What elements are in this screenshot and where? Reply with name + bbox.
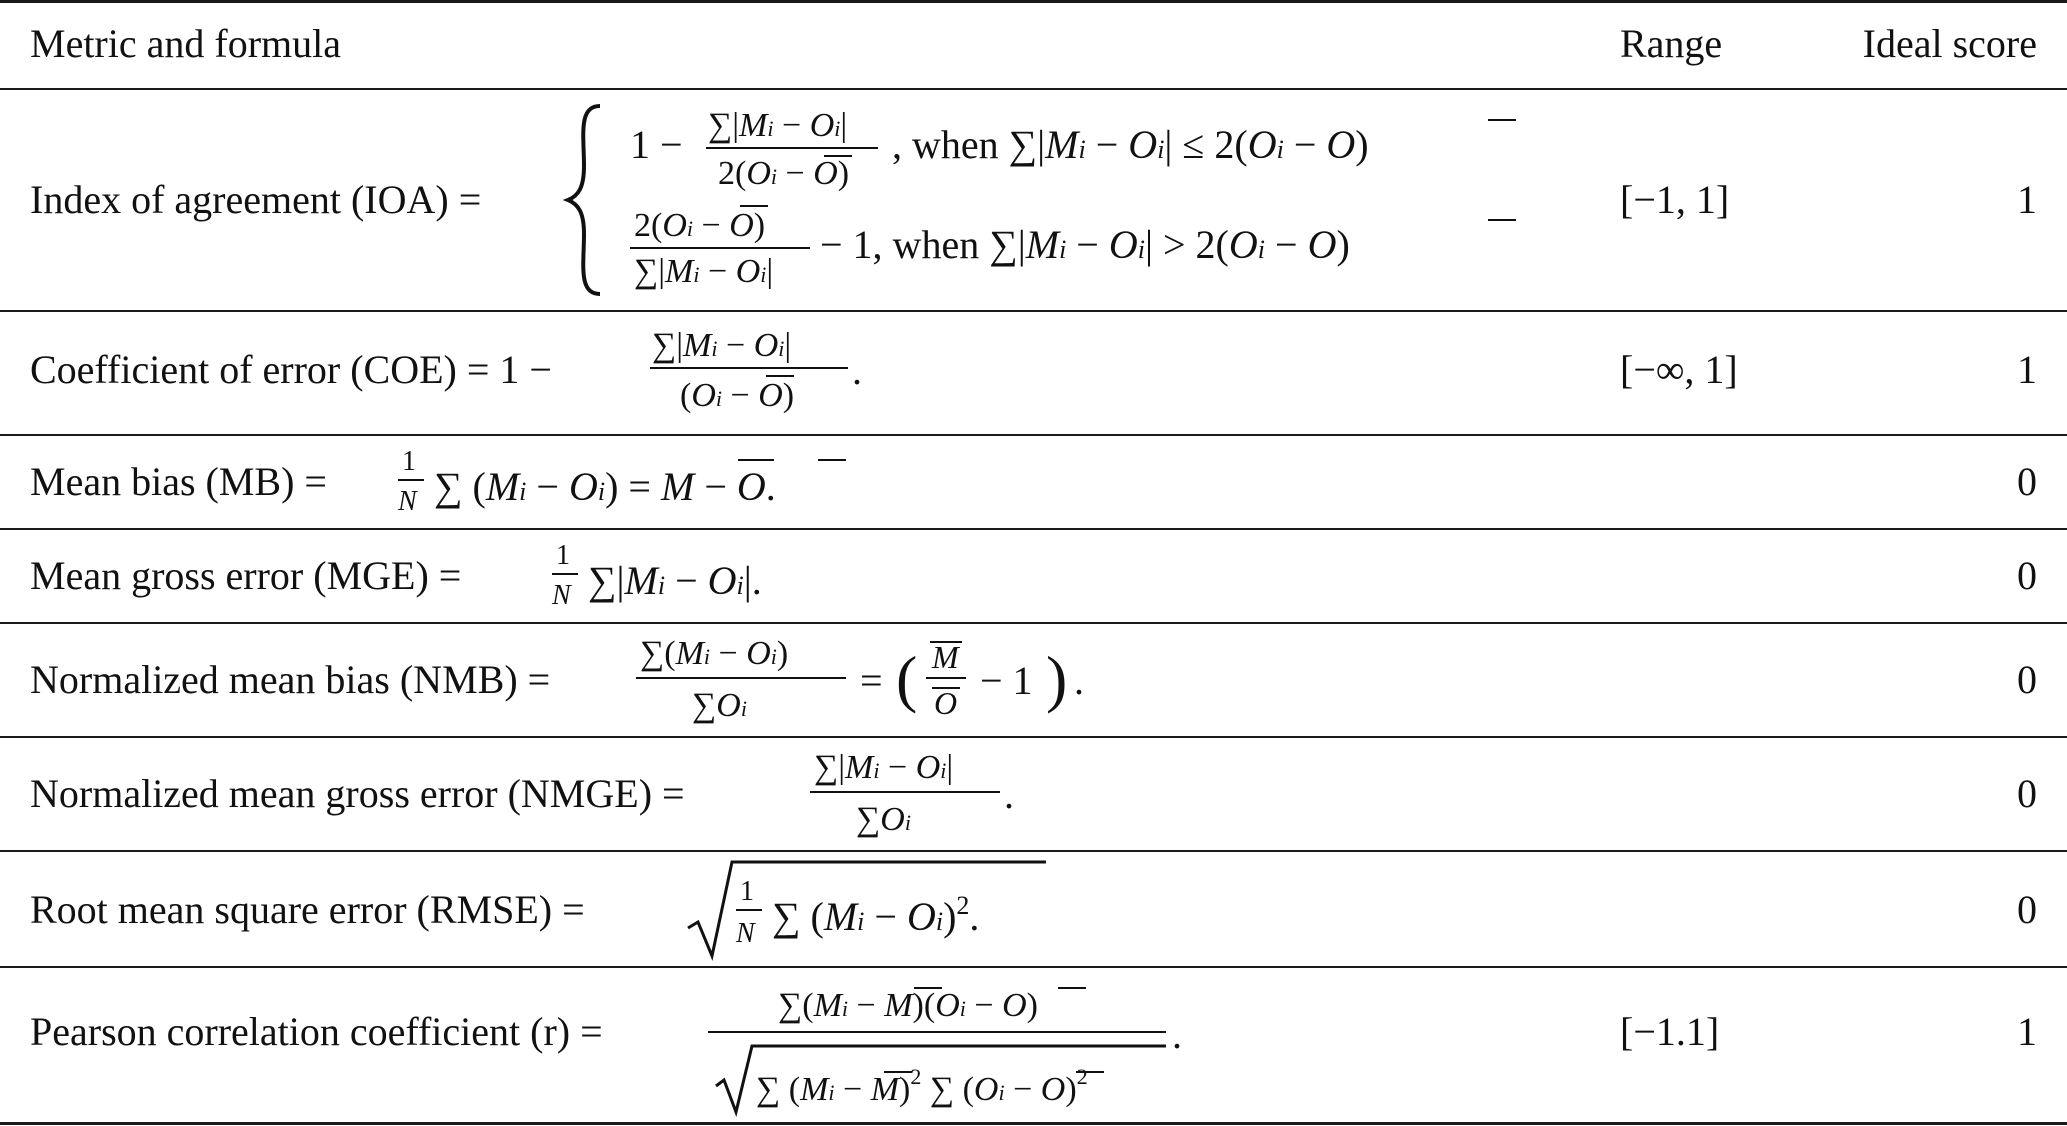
svg-text:− 1: − 1 bbox=[980, 658, 1033, 703]
svg-text:∑ (Mi − Oi) = M − O.: ∑ (Mi − Oi) = M − O. bbox=[434, 464, 776, 509]
row-rule bbox=[0, 528, 2067, 530]
header-range: Range bbox=[1620, 21, 1723, 66]
svg-text:∑|Mi − Oi|: ∑|Mi − Oi| bbox=[814, 749, 954, 786]
svg-text:(Oi − O): (Oi − O) bbox=[680, 377, 795, 414]
mge-formula bbox=[552, 534, 872, 618]
svg-text:∑|Mi − Oi|: ∑|Mi − Oi| bbox=[708, 107, 848, 144]
row-rule bbox=[0, 736, 2067, 738]
svg-text:.: . bbox=[1004, 772, 1014, 817]
row-rule bbox=[0, 434, 2067, 436]
header-metric: Metric and formula bbox=[30, 21, 341, 66]
metric-name: Index of agreement (IOA) = bbox=[30, 177, 482, 222]
svg-text:∑(Mi − Oi): ∑(Mi − Oi) bbox=[640, 635, 789, 672]
svg-text:∑Oi: ∑Oi bbox=[856, 801, 911, 838]
metric-name: Coefficient of error (COE) = 1 − bbox=[30, 347, 552, 392]
metric-name: Root mean square error (RMSE) = bbox=[30, 887, 585, 932]
svg-text:1: 1 bbox=[402, 446, 416, 477]
ideal-value: 0 bbox=[2017, 657, 2037, 702]
row-rule bbox=[0, 850, 2067, 852]
svg-text:=: = bbox=[860, 658, 883, 703]
svg-text:∑|Mi − Oi|: ∑|Mi − Oi| bbox=[634, 253, 774, 290]
svg-text:N: N bbox=[398, 486, 417, 517]
pearson-formula bbox=[706, 976, 1206, 1120]
svg-text:1: 1 bbox=[556, 540, 570, 571]
svg-text:.: . bbox=[852, 348, 862, 393]
ideal-value: 0 bbox=[2017, 771, 2037, 816]
svg-text:1: 1 bbox=[740, 876, 754, 907]
ideal-value: 1 bbox=[2017, 1009, 2037, 1054]
metric-name: Normalized mean bias (NMB) = bbox=[30, 657, 551, 702]
svg-text:.: . bbox=[1074, 658, 1084, 703]
metric-name: Normalized mean gross error (NMGE) = bbox=[30, 771, 685, 816]
bottom-rule bbox=[0, 1122, 2067, 1125]
metric-name: Mean gross error (MGE) = bbox=[30, 553, 462, 598]
svg-text:∑Oi: ∑Oi bbox=[692, 687, 747, 724]
svg-text:∑(Mi − M)(Oi − O): ∑(Mi − M)(Oi − O) bbox=[778, 987, 1038, 1024]
ideal-value: 0 bbox=[2017, 553, 2037, 598]
svg-text:O: O bbox=[934, 685, 958, 721]
ideal-value: 0 bbox=[2017, 887, 2037, 932]
svg-text:N: N bbox=[552, 580, 571, 611]
svg-text:2(Oi − O): 2(Oi − O) bbox=[718, 155, 850, 192]
ideal-value: 1 bbox=[2017, 177, 2037, 222]
svg-text:2(Oi − O): 2(Oi − O) bbox=[634, 207, 766, 244]
ideal-value: 0 bbox=[2017, 459, 2037, 504]
ideal-value: 1 bbox=[2017, 347, 2037, 392]
ioa-formula bbox=[566, 96, 1566, 306]
nmb-formula bbox=[632, 628, 1132, 734]
range-value: [−1.1] bbox=[1620, 1009, 1720, 1054]
svg-text:∑|Mi − Oi|: ∑|Mi − Oi| bbox=[652, 327, 792, 364]
svg-text:, when ∑|Mi − Oi| ≤ 2(Oi − O): , when ∑|Mi − Oi| ≤ 2(Oi − O) bbox=[892, 122, 1369, 167]
row-rule bbox=[0, 966, 2067, 968]
svg-text:M: M bbox=[932, 639, 959, 675]
nmge-formula bbox=[806, 742, 1046, 848]
metric-name: Mean bias (MB) = bbox=[30, 459, 327, 504]
svg-text:(: ( bbox=[896, 643, 918, 714]
metric-name: Pearson correlation coefficient (r) = bbox=[30, 1009, 603, 1054]
rmse-formula bbox=[686, 856, 1086, 964]
coe-formula bbox=[648, 318, 888, 428]
svg-text:∑|Mi − Oi|.: ∑|Mi − Oi|. bbox=[588, 558, 762, 603]
svg-text:N: N bbox=[736, 918, 755, 949]
row-rule bbox=[0, 622, 2067, 624]
header-rule bbox=[0, 88, 2067, 90]
svg-text:1 −: 1 − bbox=[630, 122, 683, 167]
range-value: [−1, 1] bbox=[1620, 177, 1730, 222]
row-rule bbox=[0, 310, 2067, 312]
svg-text:− 1, when ∑|Mi − Oi| > 2(Oi −: − 1, when ∑|Mi − Oi| > 2(Oi − O) bbox=[820, 222, 1350, 267]
header-ideal: Ideal score bbox=[1862, 21, 2037, 66]
svg-text:∑ (Mi − Oi)2.: ∑ $(Mi - Oi)^2$. bbox=[772, 891, 980, 939]
mb-formula bbox=[398, 440, 918, 524]
range-value: [−∞, 1] bbox=[1620, 347, 1738, 392]
svg-text:∑ (Mi − M)2 ∑ (Oi − O)2: ∑ $(Mi - M)^2$ ∑ $(Oi - O)^2$ bbox=[756, 1064, 1088, 1108]
svg-text:.: . bbox=[1172, 1012, 1182, 1057]
svg-text:): ) bbox=[1046, 643, 1068, 714]
top-rule bbox=[0, 0, 2067, 3]
